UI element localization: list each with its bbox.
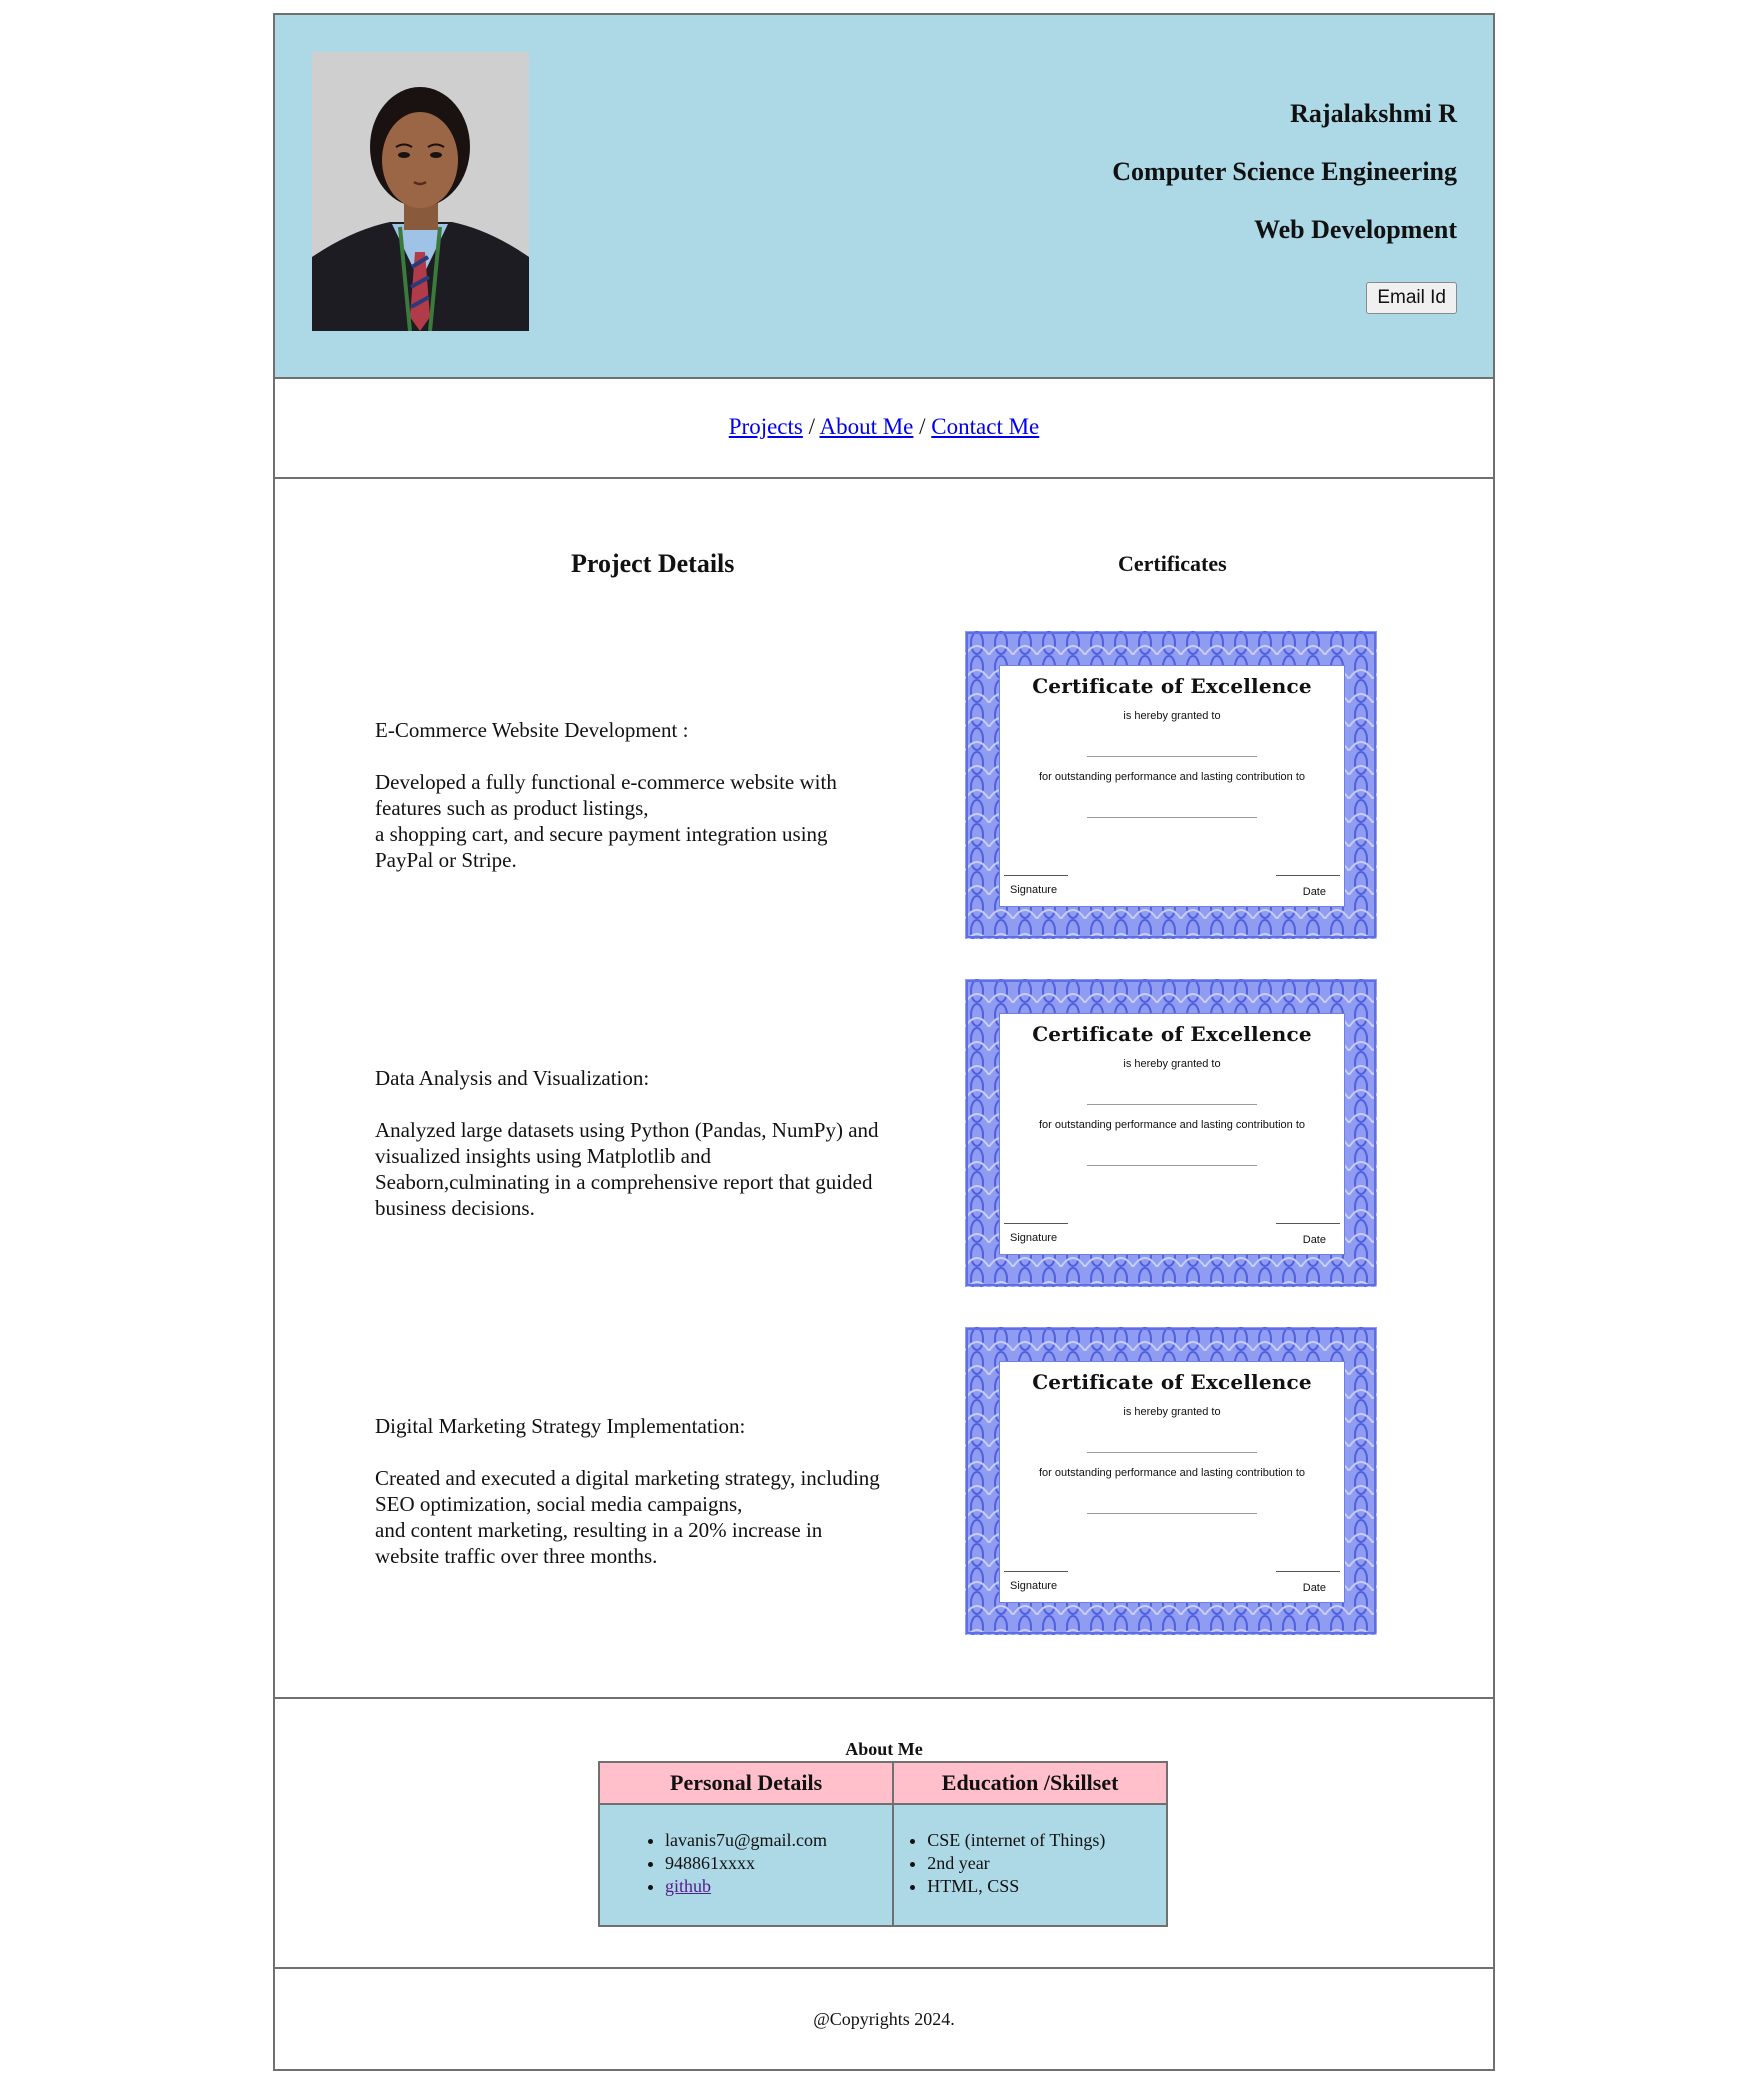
education-item: • HTML, CSS xyxy=(927,1875,1166,1898)
date-label: Date xyxy=(1302,886,1326,898)
certificate-contribution-text: for outstanding performance and lasting contribution to xyxy=(1039,771,1305,783)
date-line xyxy=(1276,1223,1340,1224)
date-label: Date xyxy=(1302,1582,1326,1594)
nav-link-about-me[interactable]: About Me xyxy=(819,414,914,439)
certificate-image xyxy=(965,631,1377,939)
certificate-heading: Certificate of Excellence xyxy=(1032,1022,1312,1046)
certificate-heading: Certificate of Excellence xyxy=(1032,1370,1312,1394)
personal-email: • lavanis7u@gmail.com xyxy=(665,1829,892,1852)
about-me-heading: About Me xyxy=(845,1739,923,1759)
project-description: Analyzed large datasets using Python (Pandas, NumPy) and visualized insights using Matplotlib and Seaborn,culminating in a comprehensive report that guided business decisions. xyxy=(375,1118,879,1220)
project-title: E-Commerce Website Development : xyxy=(375,718,689,742)
education-item: • 2nd year xyxy=(927,1852,1166,1875)
profile-header xyxy=(275,15,1493,379)
certificate-name-line xyxy=(1087,756,1257,757)
about-me-section xyxy=(275,1699,1493,1969)
certificates-heading: Certificates xyxy=(1118,551,1227,576)
certificate-body xyxy=(999,1013,1345,1255)
certificate-contribution-text: for outstanding performance and lasting contribution to xyxy=(1039,1467,1305,1479)
header-text-block xyxy=(1112,101,1457,275)
project-item xyxy=(375,1413,945,1569)
copyright-text: @Copyrights 2024. xyxy=(813,2009,955,2029)
signature-label: Signature xyxy=(1010,1580,1058,1592)
signature-line xyxy=(1004,1571,1068,1572)
project-description: Created and executed a digital marketing strategy, including SEO optimization, social media campaigns, and content marketing, resulting in a 20% increase in website traffic over three months. xyxy=(375,1466,880,1568)
signature-line xyxy=(1004,875,1068,876)
signature-label: Signature xyxy=(1010,1232,1058,1244)
certificate-image xyxy=(965,979,1377,1287)
email-id-button[interactable]: Email Id xyxy=(1366,282,1457,314)
project-title: Data Analysis and Visualization: xyxy=(375,1066,650,1090)
projects-section xyxy=(275,479,1493,1699)
certificate-heading: Certificate of Excellence xyxy=(1032,674,1312,698)
nav-link-contact-me[interactable]: Contact Me xyxy=(931,414,1040,439)
nav-separator: / xyxy=(919,414,926,439)
certificate-name-line xyxy=(1087,1104,1257,1105)
nav-separator: / xyxy=(808,414,815,439)
project-description: Developed a fully functional e-commerce website with features such as product listings, a shopping cart, and secure payment integration using PayPal or Stripe. xyxy=(375,770,837,872)
personal-phone: • 948861xxxx xyxy=(665,1852,892,1875)
project-item xyxy=(375,1065,945,1221)
certificate-image xyxy=(965,1327,1377,1635)
certificate-granted-text: is hereby granted to xyxy=(1123,710,1221,722)
page-frame xyxy=(273,13,1495,2071)
certificate-body xyxy=(999,665,1345,907)
signature-line xyxy=(1004,1223,1068,1224)
date-label: Date xyxy=(1302,1234,1326,1246)
profile-department: Computer Science Engineering xyxy=(1112,157,1457,186)
certificate-contribution-line xyxy=(1087,1165,1257,1166)
date-line xyxy=(1276,1571,1340,1572)
certificate-granted-text: is hereby granted to xyxy=(1123,1058,1221,1070)
education-skillset-header: Education /Skillset xyxy=(893,1762,1167,1804)
certificate-name-line xyxy=(1087,1452,1257,1453)
date-line xyxy=(1276,875,1340,876)
certificate-contribution-line xyxy=(1087,817,1257,818)
project-details-heading: Project Details xyxy=(571,549,735,578)
personal-details-header: Personal Details xyxy=(599,1762,893,1804)
education-item: • CSE (internet of Things) xyxy=(927,1829,1166,1852)
nav-bar xyxy=(275,379,1493,479)
profile-photo xyxy=(312,52,529,331)
profile-name: Rajalakshmi R xyxy=(1290,99,1457,128)
project-item xyxy=(375,717,945,873)
education-skillset-cell xyxy=(893,1804,1167,1926)
certificate-contribution-text: for outstanding performance and lasting contribution to xyxy=(1039,1119,1305,1131)
profile-field: Web Development xyxy=(1254,215,1457,244)
project-title: Digital Marketing Strategy Implementation: xyxy=(375,1414,746,1438)
footer xyxy=(275,1969,1493,2071)
signature-label: Signature xyxy=(1010,884,1058,896)
personal-details-cell xyxy=(599,1804,893,1926)
certificate-granted-text: is hereby granted to xyxy=(1123,1406,1221,1418)
nav-link-projects[interactable]: Projects xyxy=(728,414,803,439)
certificate-body xyxy=(999,1361,1345,1603)
github-link[interactable]: github xyxy=(665,1876,712,1896)
about-me-table xyxy=(598,1761,1168,1927)
certificate-contribution-line xyxy=(1087,1513,1257,1514)
